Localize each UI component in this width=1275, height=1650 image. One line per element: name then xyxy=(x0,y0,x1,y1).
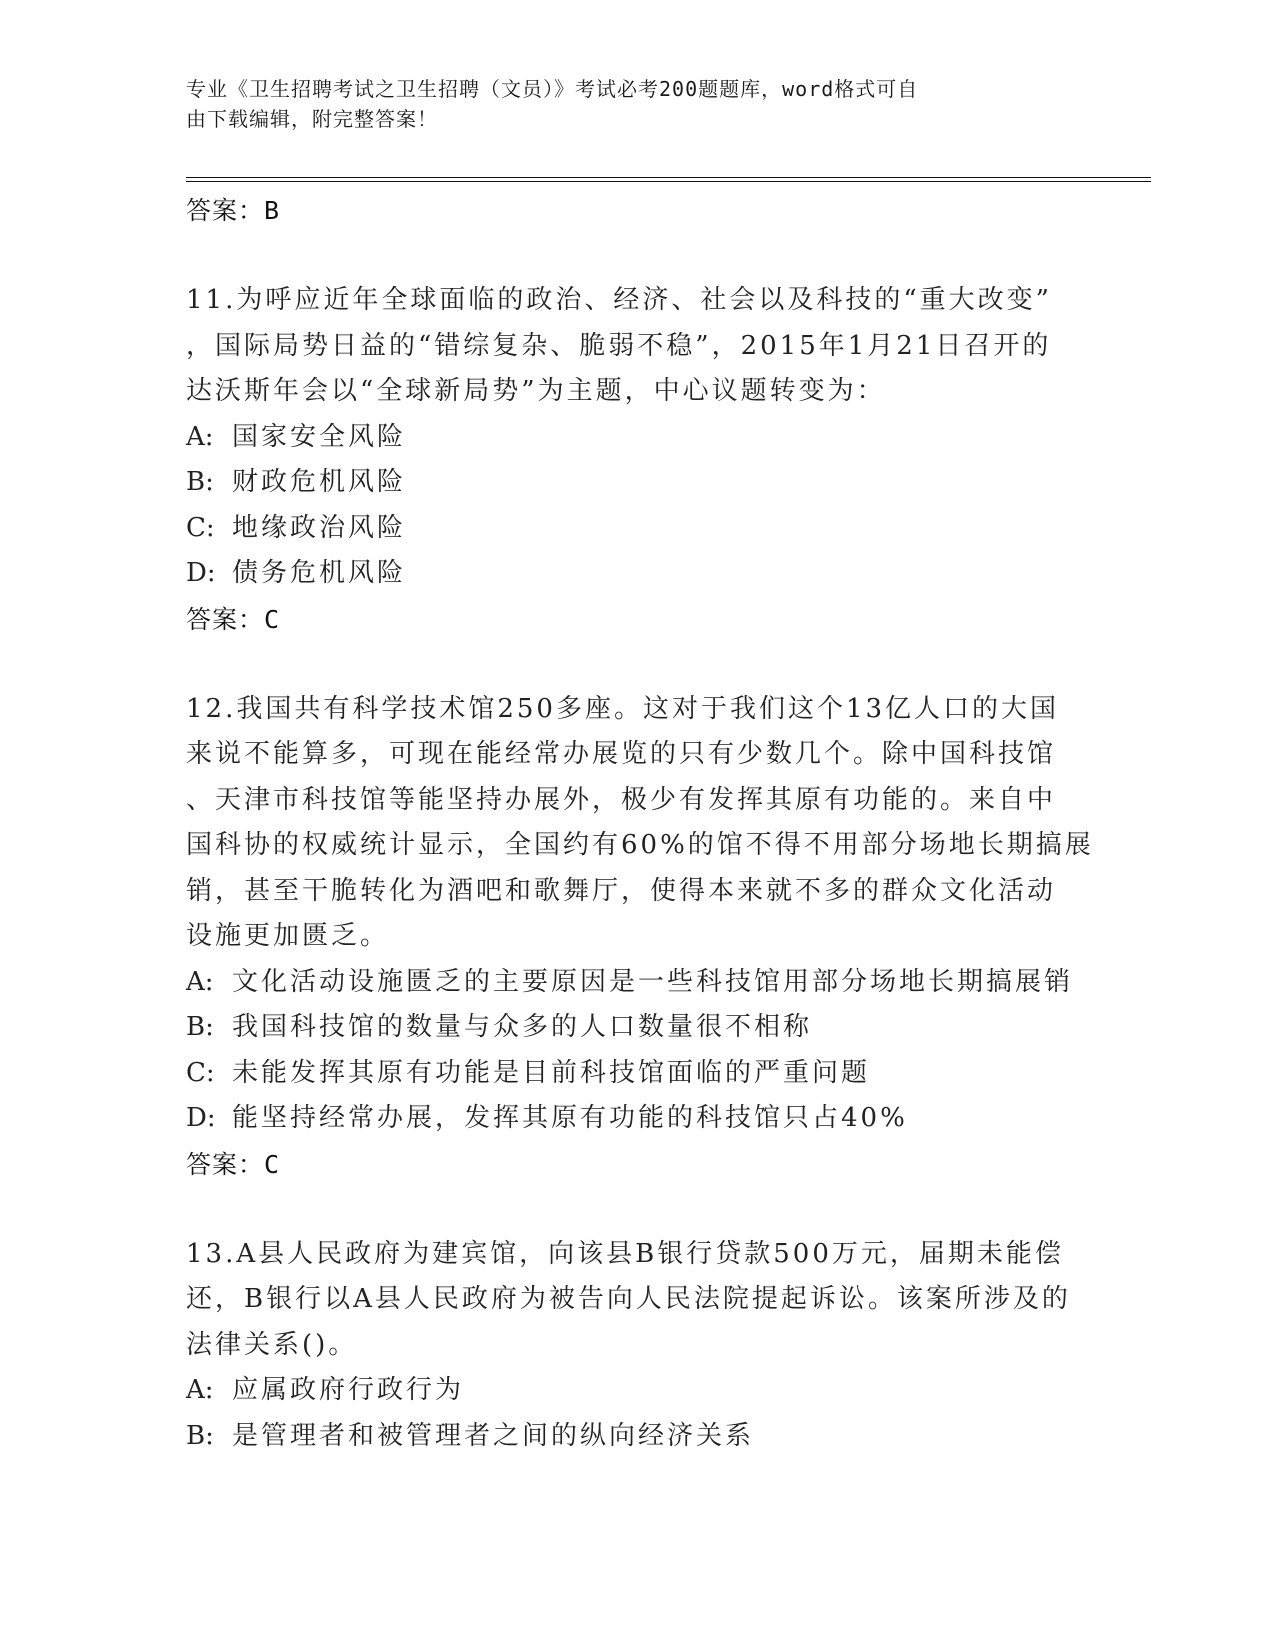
question-text-line: 设施更加匮乏。 xyxy=(186,921,390,951)
option-a xyxy=(186,960,1086,1006)
option-text: 应属政府行政行为 xyxy=(232,1375,465,1405)
option-b xyxy=(186,1005,1086,1051)
option-text: 国家安全风险 xyxy=(232,421,407,452)
option-label: A: xyxy=(186,1375,214,1405)
option-c xyxy=(186,1051,1086,1097)
option-text: 能坚持经常办展，发挥其原有功能的科技馆只占40% xyxy=(232,1103,908,1133)
option-label: C: xyxy=(186,512,215,543)
option-b xyxy=(186,460,1086,506)
question-text-line: ，国际局势日益的“错综复杂、脆弱不稳”，2015年1月21日召开的 xyxy=(186,330,1052,361)
question-text-line: 还，B银行以A县人民政府为被告向人民法院提起诉讼。该案所涉及的 xyxy=(186,1284,1071,1314)
option-text: 未能发挥其原有功能是目前科技馆面临的严重问题 xyxy=(232,1057,871,1088)
question-block xyxy=(186,687,1094,1188)
spacer xyxy=(186,643,1086,687)
document-header xyxy=(186,74,1066,134)
header-line-2: 由下载编辑，附完整答案！ xyxy=(186,107,438,131)
question-text-line: 法律关系()。 xyxy=(186,1329,358,1360)
question-block xyxy=(186,278,1086,643)
option-a xyxy=(186,1368,1086,1414)
option-b xyxy=(186,1414,1086,1460)
option-d xyxy=(186,1096,1086,1142)
document-body xyxy=(186,188,1094,1459)
question-text-line: 12.我国共有科学技术馆250多座。这对于我们这个13亿人口的大国 xyxy=(186,693,1060,724)
option-label: A: xyxy=(186,421,214,452)
question-block xyxy=(186,1232,1086,1460)
header-divider-top xyxy=(186,177,1151,178)
option-text: 是管理者和被管理者之间的纵向经济关系 xyxy=(232,1420,755,1451)
option-a xyxy=(186,415,1086,461)
question-text-line: 11.为呼应近年全球面临的政治、经济、社会以及科技的“重大改变” xyxy=(186,285,1052,315)
option-text: 财政危机风险 xyxy=(232,467,407,497)
header-line-1: 专业《卫生招聘考试之卫生招聘（文员）》考试必考200题题库，word格式可自 xyxy=(186,77,919,101)
question-text-line: 国科协的权威统计显示，全国约有60%的馆不得不用部分场地长期搞展 xyxy=(186,830,1094,860)
question-text-line: 、天津市科技馆等能坚持办展外，极少有发挥其原有功能的。来自中 xyxy=(186,784,1057,815)
answer-line: 答案：C xyxy=(186,1149,281,1179)
option-label: B: xyxy=(186,1012,214,1042)
question-text-line: 销，甚至干脆转化为酒吧和歌舞厅，使得本来就不多的群众文化活动 xyxy=(186,875,1057,906)
option-d xyxy=(186,551,1086,597)
option-label: D: xyxy=(186,558,216,588)
option-c xyxy=(186,506,1086,552)
answer-line: 答案：B xyxy=(186,196,281,225)
option-label: D: xyxy=(186,1103,216,1133)
option-text: 我国科技馆的数量与众多的人口数量很不相称 xyxy=(232,1012,813,1042)
option-label: C: xyxy=(186,1057,215,1088)
option-text: 债务危机风险 xyxy=(232,558,407,588)
question-text-line: 13.A县人民政府为建宾馆，向该县B银行贷款500万元，届期未能偿 xyxy=(186,1238,1064,1269)
spacer xyxy=(186,234,1086,278)
question-text-line: 达沃斯年会以“全球新局势”为主题，中心议题转变为： xyxy=(186,376,886,406)
answer-line: 答案：C xyxy=(186,604,281,634)
option-text: 文化活动设施匮乏的主要原因是一些科技馆用部分场地长期搞展销 xyxy=(232,966,1074,997)
option-label: B: xyxy=(186,467,214,497)
spacer xyxy=(186,1188,1086,1232)
option-label: B: xyxy=(186,1420,214,1451)
option-text: 地缘政治风险 xyxy=(232,512,407,543)
question-text-line: 来说不能算多，可现在能经常办展览的只有少数几个。除中国科技馆 xyxy=(186,739,1057,769)
header-divider-bottom xyxy=(186,181,1151,182)
option-label: A: xyxy=(186,966,214,997)
